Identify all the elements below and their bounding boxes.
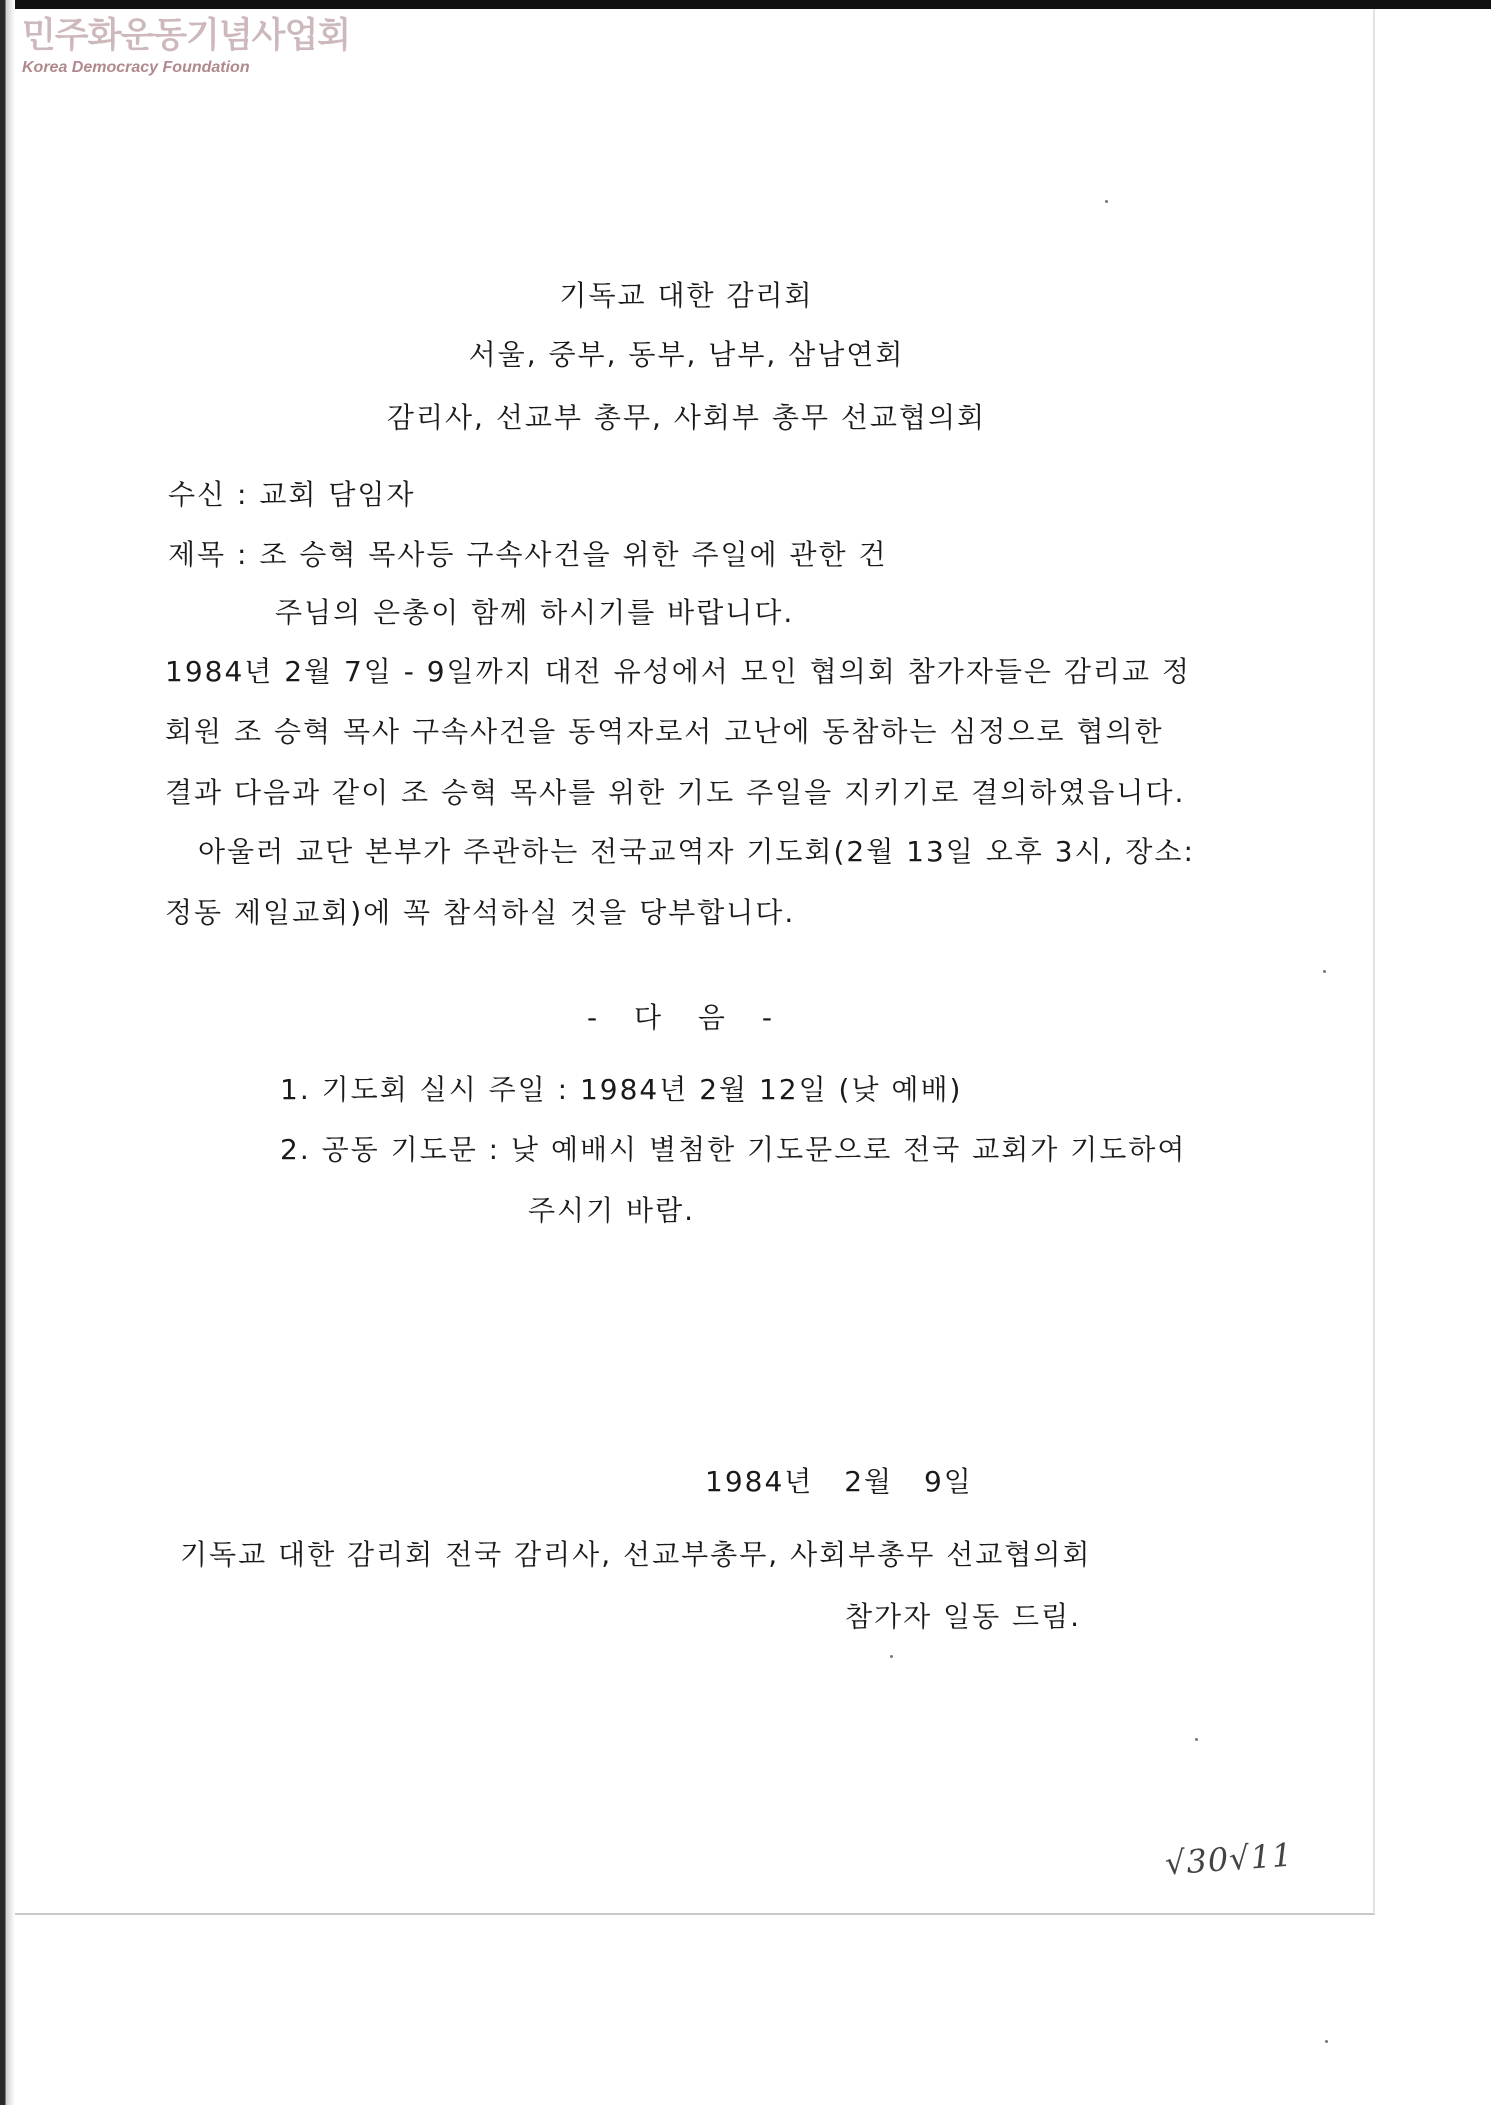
greeting-line: 주님의 은총이 함께 하시기를 바랍니다. [275, 596, 795, 629]
scan-speck [1105, 200, 1108, 203]
item-1: 1. 기도회 실시 주일 : 1984년 2월 12일 (낮 예배) [280, 1073, 963, 1106]
scan-speck [890, 1655, 893, 1658]
scan-speck [1195, 1738, 1198, 1741]
body-line-1: 1984년 2월 7일 - 9일까지 대전 유성에서 모인 협의회 참가자들은 감리교 정 [165, 655, 1191, 688]
page-right-edge [1373, 9, 1375, 1914]
body-line-3: 결과 다음과 같이 조 승혁 목사를 위한 기도 주일을 지키기로 결의하였읍니다. [165, 776, 1186, 809]
item-2: 2. 공동 기도문 : 낮 예배시 별첨한 기도문으로 전국 교회가 기도하여 [280, 1133, 1187, 1166]
scan-top-border [0, 0, 1491, 9]
watermark-english: Korea Democracy Foundation [22, 59, 250, 76]
item-2-continuation: 주시기 바람. [528, 1194, 696, 1227]
sender-line-2: 참가자 일동 드림. [845, 1600, 1082, 1633]
scan-speck [1325, 2040, 1328, 2043]
body-line-2: 회원 조 승혁 목사 구속사건을 동역자로서 고난에 동참하는 심정으로 협의한 [165, 715, 1164, 748]
document-date: 1984년 2월 9일 [705, 1465, 973, 1498]
scan-speck [1323, 970, 1326, 973]
header-line-3: 감리사, 선교부 총무, 사회부 총무 선교협의회 [386, 401, 987, 434]
header-line-2: 서울, 중부, 동부, 남부, 삼남연회 [468, 338, 905, 371]
page-bottom-edge [15, 1913, 1375, 1915]
foundation-watermark [22, 14, 350, 78]
watermark-korean: 민주화운동기념사업회 [22, 16, 351, 56]
handwritten-mark: √30√11 [1163, 1835, 1295, 1883]
subject-line: 제목 : 조 승혁 목사등 구속사건을 위한 주일에 관한 건 [168, 538, 888, 571]
body-line-5: 정동 제일교회)에 꼭 참석하실 것을 당부합니다. [165, 896, 796, 929]
section-heading: - 다 음 - [586, 1001, 786, 1034]
header-line-1: 기독교 대한 감리회 [559, 279, 814, 312]
recipient-line: 수신 : 교회 담임자 [168, 478, 416, 511]
sender-line-1: 기독교 대한 감리회 전국 감리사, 선교부총무, 사회부총무 선교협의회 [180, 1538, 1092, 1571]
body-line-4: 아울러 교단 본부가 주관하는 전국교역자 기도회(2월 13일 오후 3시, 장소: [198, 835, 1195, 868]
